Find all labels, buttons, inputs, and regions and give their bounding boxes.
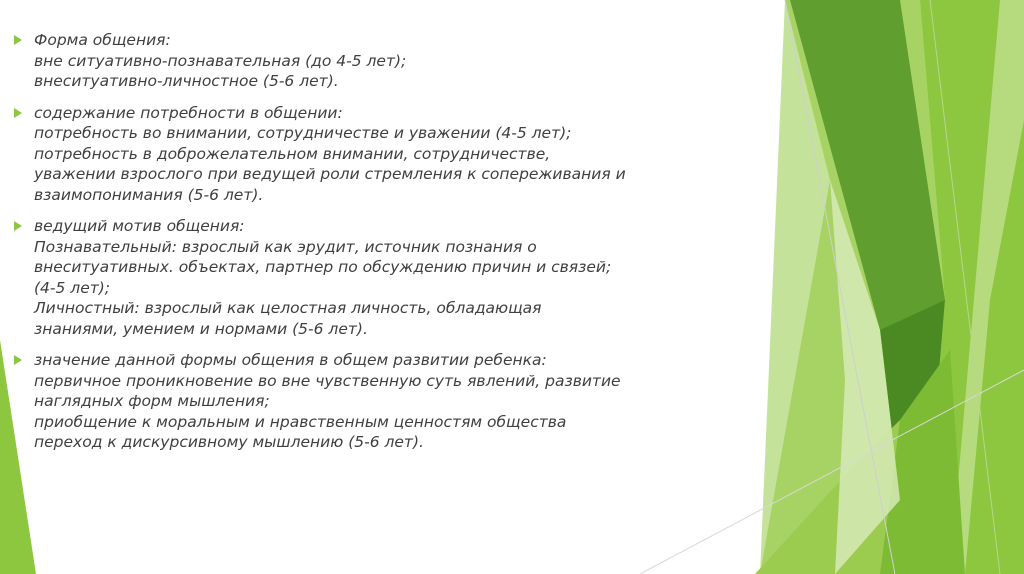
bullet-text: внеситуативных. объектах, партнер по обсуждению причин и связей;: [34, 258, 612, 276]
bullet-text: первичное проникновение во вне чувственную суть явлений, развитие: [34, 371, 621, 390]
bullet-text: приобщение к моральным и нравственным ценностям общества: [34, 412, 567, 431]
right-triangle-bullet-icon: [14, 355, 22, 365]
right-triangle-bullet-icon: [14, 35, 22, 45]
bullet-text: потребность в доброжелательном внимании, сотрудничестве,: [34, 144, 551, 163]
bullet-text: знаниями, умением и нормами (5-6 лет).: [34, 319, 368, 338]
bullet-text: наглядных форм мышления;: [34, 392, 270, 410]
bullet-text: (4-5 лет);: [34, 278, 111, 297]
bullet-text: Познавательный: взрослый как эрудит, источник познания о: [34, 237, 537, 256]
bullet-leading-motive: [14, 216, 734, 339]
bullet-text: Личностный: взрослый как целостная личность, обладающая: [34, 299, 542, 317]
bullet-heading: значение данной формы общения в общем развитии ребенка:: [34, 351, 547, 369]
bullet-significance: [14, 350, 734, 453]
slide-body: [14, 30, 734, 464]
bullet-need-content: [14, 103, 734, 206]
bullet-form-of-communication: [14, 30, 734, 92]
bullet-text: взаимопонимания (5-6 лет).: [34, 185, 264, 204]
bullet-heading: Форма общения:: [34, 31, 171, 49]
bullet-text: вне ситуативно-познавательная (до 4-5 лет);: [34, 51, 407, 70]
bullet-heading: содержание потребности в общении:: [34, 103, 343, 122]
bullet-text: уважении взрослого при ведущей роли стремления к сопереживания и: [34, 165, 626, 183]
right-triangle-bullet-icon: [14, 108, 22, 118]
bullet-heading: ведущий мотив общения:: [34, 217, 245, 235]
bullet-text: переход к дискурсивному мышлению (5-6 лет).: [34, 433, 424, 451]
bullet-text: внеситуативно-личностное (5-6 лет).: [34, 72, 339, 90]
right-triangle-bullet-icon: [14, 221, 22, 231]
bullet-text: потребность во внимании, сотрудничестве и уважении (4-5 лет);: [34, 124, 572, 142]
